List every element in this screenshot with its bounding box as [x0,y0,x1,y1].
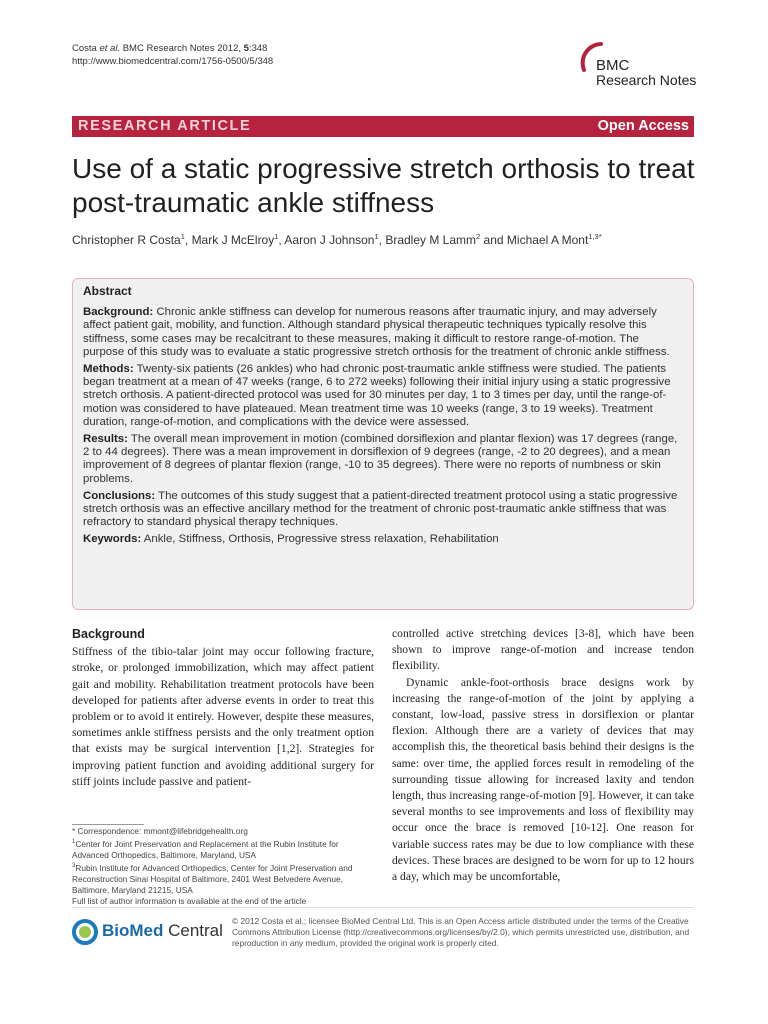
author-affiliation: 2 [476,232,481,241]
citation-page: :348 [248,43,268,54]
abstract-text: Twenty-six patients (26 ankles) who had chronic post-traumatic ankle stiffness were studied. The patients began treatment at a mean of 47 weeks (range, 6 to 272 weeks) following their initial injury using a static progressive stretch orthosis. A patient-directed protocol was used for 30 minutes per day, 1 to 3 times per day, until the range-of-motion was considered to have plateaued. Mean treatment time was 10 weeks (range, 3 to 19 weeks). Treatment duration, range-of-motion, and complications with the device were assessed. [83,363,671,428]
authors-and: and [483,233,504,247]
body-paragraph: controlled active stretching devices [3-8], which have been shown to improve range-of-motion and increase tendon flexibility. [392,627,694,673]
author-affiliation: 1 [274,232,279,241]
abstract-text: The overall mean improvement in motion (combined dorsiflexion and plantar flexion) was 17 degrees (range, 2 to 44 degrees). There was a mean improvement in dorsiflexion of 9 degrees (range, -2 to 20 degrees), and a mean improvement of 8 degrees of plantar flexion (range, -10 to 35 degrees). There were no reports of numbness or skin problems. [83,433,678,485]
abstract-results [83,433,683,486]
body-left-column [72,626,374,790]
logo-biomed: BioMed [102,921,164,940]
abstract-keywords [83,533,683,546]
affiliation-text: Rubin Institute for Advanced Orthopedics, Center for Joint Preservation and Reconstruction Sinai Hospital of Baltimore, 2401 West Belvedere Avenue, Baltimore, Maryland 21215, USA [72,862,353,895]
author-affiliation: 1 [180,232,185,241]
citation-authors: Costa [72,43,97,54]
abstract-text: Ankle, Stiffness, Orthosis, Progressive stress relaxation, Rehabilitation [143,533,499,546]
affiliation-1 [72,837,377,861]
citation-year: 2012, [217,43,242,54]
author-affiliation: 1 [374,232,379,241]
footnote-rule [72,824,144,825]
abstract-conclusions [83,490,683,530]
affiliation-3 [72,861,377,896]
open-access-label: Open Access [597,118,689,134]
citation-volume: 5 [243,43,249,54]
footnotes [72,826,377,907]
abstract-label: Background: [83,306,154,319]
abstract-methods [83,363,683,429]
abstract-label: Methods: [83,363,134,376]
correspondence: * Correspondence: mmont@lifebridgehealth.org [72,826,248,836]
biomed-dot-icon [79,926,91,938]
abstract-background [83,306,683,359]
citation-journal: BMC Research Notes [122,43,215,54]
abstract-label: Keywords: [83,533,142,546]
abstract-text: The outcomes of this study suggest that a patient-directed treatment protocol using a static progressive stretch orthosis was an effective ancillary method for the treatment of chronic post-traumatic ankle stiffness that was refractory to standard physical therapy techniques. [83,489,678,529]
author-name: Michael A Mont [506,233,589,247]
abstract-text: Chronic ankle stiffness can develop for numerous reasons after traumatic injury, and may adversely affect patient gait, mobility, and function. Although standard physical therapeutic techniques typically resolve this stiffness, some cases may be recalcitrant to these measures, making it difficult to restore range-of-motion. The purpose of this study was to evaluate a static progressive stretch orthosis for the treatment of chronic ankle stiffness. [83,306,670,358]
author-info-note: Full list of author information is available at the end of the article [72,895,307,906]
body-right-column [392,626,694,885]
author-name: Aaron J Johnson [284,233,375,247]
citation-etal: et al. [99,43,121,54]
body-paragraph: Stiffness of the tibio-talar joint may occur following fracture, stroke, or prolonged immobilization, which may affect patient gait and mobility. Rehabilitation treatment protocols have been developed for patients after adverse events in order to treat this problem or to avoid it entirely. However, despite these measures, sometimes ankle stiffness persists and the only treatment option that exists may be surgical intervention [1,2]. Strategies for improving patient function and avoiding additional surgery for stiff joints include passive and patient- [72,645,374,788]
author-name: Christopher R Costa [72,233,181,247]
logo-research-notes: Research Notes [596,72,697,88]
license-text: © 2012 Costa et al.; licensee BioMed Central Ltd. This is an Open Access article distributed under the terms of the Creative Commons Attribution License (http://creativecommons.org/licenses/by/2.0), which permits unrestricted use, distribution, and reproduction in any medium, provided the original work is properly cited. [232,916,690,948]
citation-header [72,42,273,68]
article-type: RESEARCH ARTICLE [78,118,252,134]
author-name: Mark J McElroy [191,233,275,247]
article-type-banner [72,116,694,137]
abstract-label: Conclusions: [83,489,156,502]
article-title: Use of a static progressive stretch orthosis to treat post-traumatic ankle stiffness [72,153,695,218]
abstract-label: Results: [83,433,128,446]
author-list: Christopher R Costa$^1$, Mark J McElroy$^1$, Aaron J Johnson$^1$, Bradley M Lamm$^2$ and Michael A Mont$^{1,3*}$ [72,232,602,247]
abstract-heading: Abstract [83,284,132,298]
biomed-central-logo [72,916,222,952]
body-paragraph: Dynamic ankle-foot-orthosis brace designs work by increasing the range-of-motion of the joint by applying a constant, low-load, passive stress in dorsiflexion or plantar flexion. Although there are a variety of devices that may accomplish this, the theoretical basis behind their designs is the same: over time, the applied forces result in remodeling of the surrounding tissue allowing for increased laxity and tendon length, thus increasing range-of-motion [9]. However, it can take several months to see improvements and loss of flexibility may occur once the brace is removed [10-12]. One reason for variable success rates may be due to low compliance with these devices. These braces are designed to be worn for up to 12 hours a day, which may be uncomfortable, [392,675,694,884]
abstract-box [72,278,694,610]
logo-central: Central [163,921,223,940]
author-affiliation: 1,3* [588,232,602,241]
footer-divider [72,907,694,908]
author-name: Bradley M Lamm [385,233,477,247]
affiliation-text: Center for Joint Preservation and Replacement at the Rubin Institute for Advanced Orthopedics, Baltimore, Maryland, USA [72,838,339,860]
affiliation-number: 3 [72,862,76,869]
journal-logo [596,58,696,88]
section-heading: Background [72,627,145,641]
affiliation-number: 1 [72,839,76,845]
logo-bmc: BMC [596,57,630,74]
article-url[interactable]: http://www.biomedcentral.com/1756-0500/5/348 [72,56,274,67]
